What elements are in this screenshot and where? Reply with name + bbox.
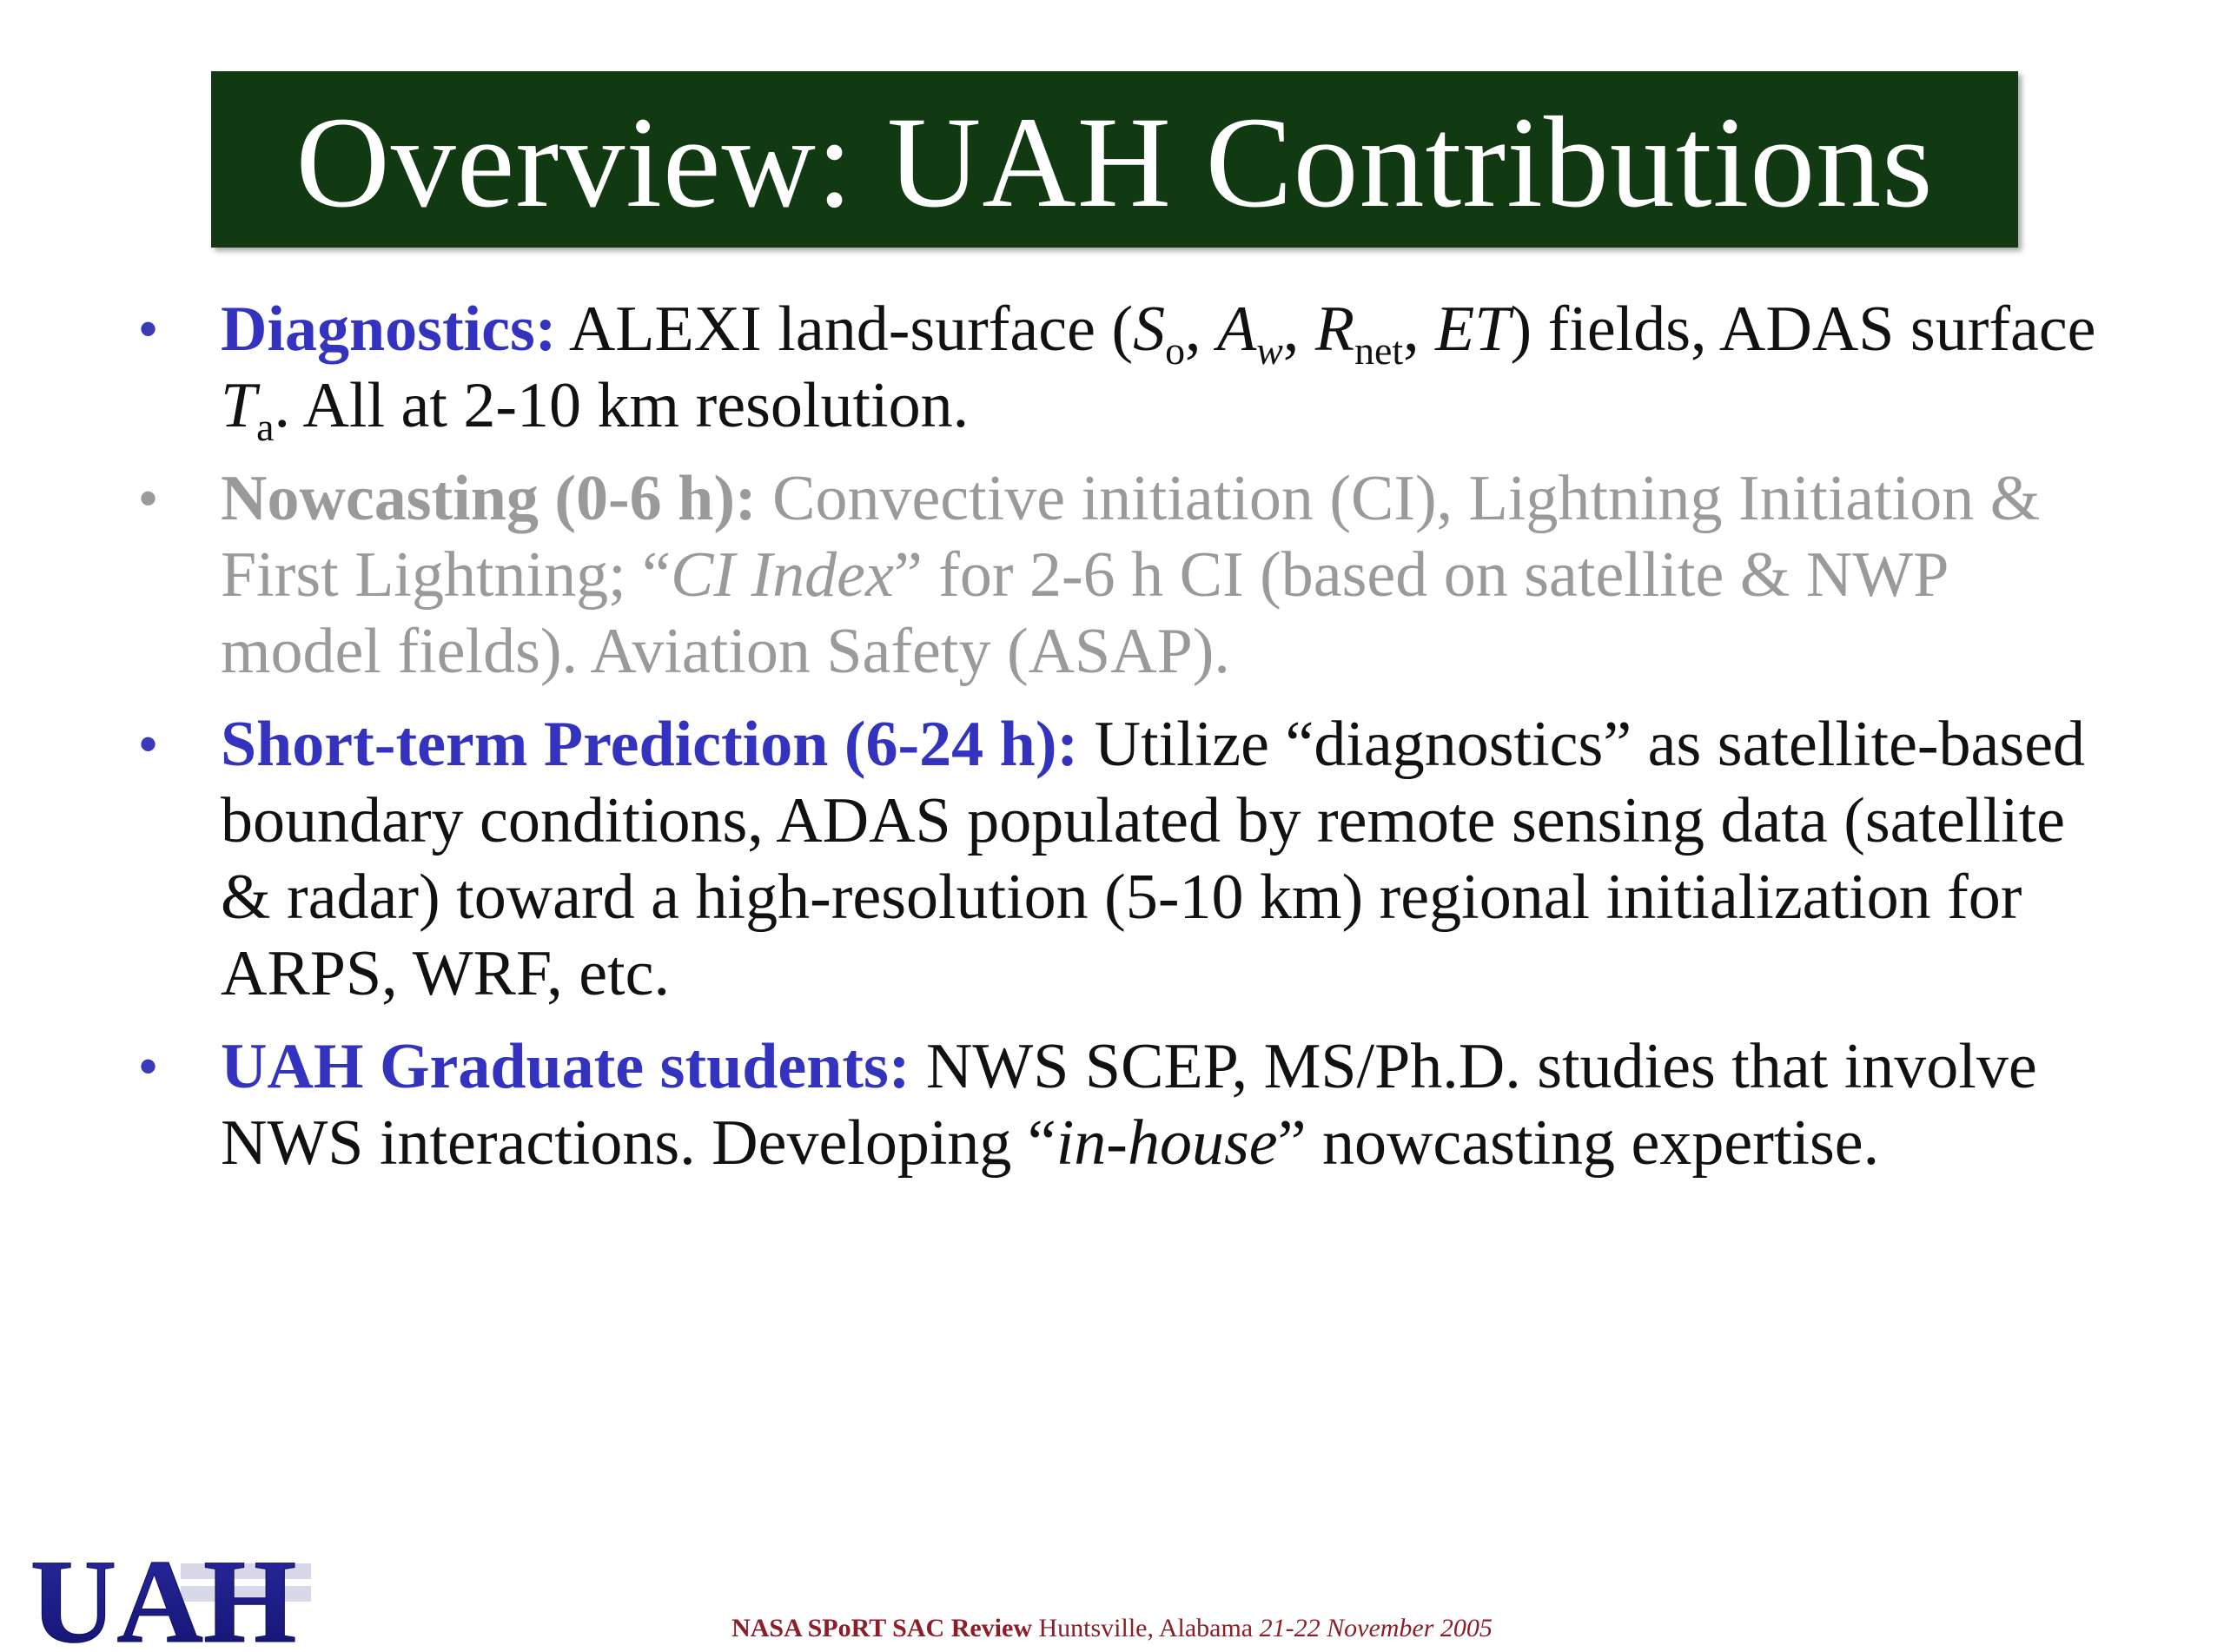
- bullet-marker: •: [139, 715, 158, 773]
- subscript: net: [1354, 328, 1404, 373]
- bullet-text: ” for 2-6 h CI (based on satellite & NWP model fields). Aviation Safety (ASAP).: [221, 539, 1947, 687]
- logo-text: UAH: [30, 1536, 297, 1650]
- footer: [0, 1614, 2224, 1643]
- bullet-lead: UAH Graduate students:: [221, 1031, 910, 1102]
- bullet-text: ,: [1282, 294, 1315, 365]
- ci-index-term: CI Index: [671, 539, 894, 611]
- footer-location: Huntsville, Alabama: [1032, 1614, 1260, 1642]
- footer-date: 21-22 November 2005: [1259, 1614, 1493, 1642]
- subscript: a: [256, 405, 275, 450]
- bullet-text: ” nowcasting expertise.: [1277, 1107, 1880, 1179]
- bullet-text: ) fields, ADAS surface: [1510, 294, 2096, 365]
- bullet-text: Convective initiation (CI), Lightning Initiation & First Lightning; “: [221, 463, 2041, 611]
- bullet-lead: Diagnostics:: [221, 294, 557, 365]
- bullet-list: [139, 291, 2102, 1198]
- bullet-marker: •: [139, 469, 158, 527]
- bullet-marker: •: [139, 300, 158, 358]
- symbol-r: R: [1314, 294, 1355, 365]
- subscript: o: [1165, 328, 1186, 373]
- symbol-et: ET: [1435, 294, 1511, 365]
- bullet-lead: Short-term Prediction (6-24 h):: [221, 709, 1079, 780]
- bullet-text: ,: [1185, 294, 1218, 365]
- bullet-diagnostics: [139, 291, 2102, 450]
- title-bar: [211, 71, 2018, 248]
- symbol-a: A: [1217, 294, 1257, 365]
- bullet-short-term-prediction: [139, 706, 2102, 1012]
- bullet-text: ALEXI land-surface (: [556, 294, 1134, 365]
- bullet-text: ,: [1403, 294, 1436, 365]
- bullet-text: NWS SCEP, MS/Ph.D. studies that involve NWS interactions. Developing “: [221, 1031, 2037, 1179]
- slide-title: Overview: UAH Contributions: [295, 89, 1934, 235]
- bullet-lead: Nowcasting (0-6 h):: [221, 463, 757, 534]
- symbol-t: T: [221, 370, 257, 441]
- bullet-graduate-students: [139, 1028, 2102, 1181]
- footer-event: NASA SPoRT SAC Review: [731, 1614, 1032, 1642]
- bullet-marker: •: [139, 1037, 158, 1095]
- bullet-text: . All at 2-10 km resolution.: [274, 370, 970, 441]
- subscript: w: [1256, 328, 1283, 373]
- in-house-term: in-house: [1056, 1107, 1278, 1179]
- bullet-text: Utilize “diagnostics” as satellite-based boundary conditions, ADAS populated by remote sensing data (satellite & radar) toward a high-resolution (5-10 km) regional initialization for ARPS, WRF, etc.: [221, 709, 2086, 1009]
- symbol-s: S: [1133, 294, 1166, 365]
- bullet-nowcasting: [139, 460, 2102, 690]
